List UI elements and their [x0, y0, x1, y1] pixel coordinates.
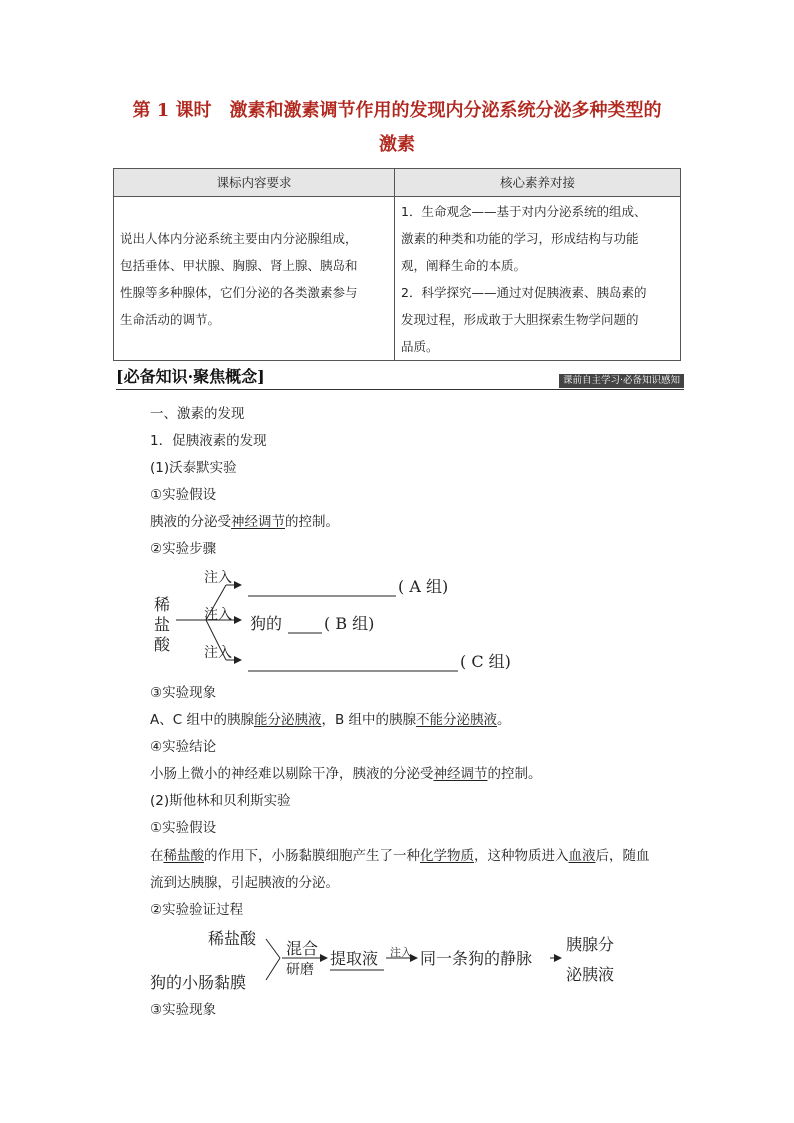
requirement-line: 包括垂体、甲状腺、胸腺、肾上腺、胰岛和 [120, 257, 358, 273]
phenomenon-text: A、C 组中的胰腺能分泌胰液，B 组中的胰腺不能分泌胰液。 [150, 712, 511, 728]
literacy-cell [395, 197, 681, 361]
label-hypothesis: ①实验假设 [150, 487, 217, 503]
conclusion-text: 小肠上微小的神经难以剔除干净，胰液的分泌受神经调节的控制。 [150, 766, 542, 782]
header-right: 核心素养对接 [395, 169, 681, 197]
heading-discovery: 一、激素的发现 [150, 406, 245, 422]
vein-label: 同一条狗的静脉 [420, 949, 533, 968]
answer-blank: 血液 [568, 848, 596, 864]
requirement-line: 生命活动的调节。 [120, 311, 221, 327]
standards-table [113, 168, 681, 361]
answer-blank: 稀盐酸 [163, 848, 204, 864]
label-phenomenon: ③实验现象 [150, 685, 217, 701]
input-hcl: 稀盐酸 [208, 929, 257, 948]
answer-blank: 能分泌胰液 [253, 712, 322, 728]
literacy-line: 品质。 [401, 338, 439, 354]
requirement-line: 性腺等多种腺体，它们分泌的各类激素参与 [120, 284, 358, 300]
answer-blank: 神经调节 [231, 514, 285, 530]
label-conclusion: ④实验结论 [150, 739, 217, 755]
hypothesis2-text-cont: 流到达胰腺，引起胰液的分泌。 [150, 875, 339, 891]
literacy-line: 激素的种类和功能的学习，形成结构与功能 [401, 230, 639, 246]
section-banner [116, 367, 684, 390]
group-c-label: ( C 组) [460, 652, 511, 671]
process-mix: 混合 [286, 939, 319, 958]
literacy-line: 1．生命观念——基于对内分泌系统的组成、 [401, 203, 647, 219]
verification-diagram [150, 925, 640, 995]
extract-label: 提取液 [330, 949, 379, 968]
result-line: 泌胰液 [566, 965, 615, 984]
heading-wertheimer: (1)沃泰默实验 [150, 460, 237, 476]
inject-label-2: 注入 [390, 946, 412, 959]
hcl-char: 稀 [154, 595, 171, 614]
hcl-char: 盐 [154, 615, 171, 634]
inject-label: 注入 [204, 570, 232, 586]
header-left: 课标内容要求 [114, 169, 395, 197]
literacy-line: 发现过程，形成敢于大胆探索生物学问题的 [401, 311, 639, 327]
group-a-label: ( A 组) [398, 577, 449, 596]
section-heading: [必备知识·聚焦概念] [116, 367, 265, 386]
literacy-line: 2．科学探究——通过对促胰液素、胰岛素的 [401, 284, 647, 300]
row-b-text: 狗的 [250, 614, 283, 633]
literacy-line: 观，阐释生命的本质。 [401, 257, 527, 273]
answer-blank: 不能分泌胰液 [416, 712, 498, 728]
answer-blank: 神经调节 [433, 766, 488, 782]
hcl-char: 酸 [154, 635, 171, 654]
lesson-title-cont: 激素 [379, 134, 415, 155]
result-line: 胰腺分 [566, 935, 615, 954]
section-tag: 课前自主学习·必备知识感知 [559, 374, 684, 388]
label-hypothesis-2: ①实验假设 [150, 820, 217, 836]
heading-starling-bayliss: (2)斯他林和贝利斯实验 [150, 793, 291, 809]
heading-secretin: 1．促胰液素的发现 [150, 433, 267, 449]
requirement-cell [114, 197, 395, 361]
lesson-title: 第 1 课时 激素和激素调节作用的发现内分泌系统分泌多种类型的 [132, 100, 662, 121]
inject-label: 注入 [204, 645, 232, 661]
inject-label: 注入 [204, 607, 232, 623]
label-steps: ②实验步骤 [150, 541, 217, 557]
answer-blank: 化学物质 [420, 848, 474, 864]
label-verification: ②实验验证过程 [150, 902, 244, 918]
hypothesis-text: 胰液的分泌受神经调节的控制。 [150, 514, 339, 530]
step-diagram [150, 565, 550, 675]
input-mucosa: 狗的小肠黏膜 [150, 973, 247, 992]
process-grind: 研磨 [286, 962, 314, 978]
hypothesis2-text: 在稀盐酸的作用下，小肠黏膜细胞产生了一种化学物质，这种物质进入血液后，随血 [150, 848, 650, 864]
group-b-label: ( B 组) [324, 614, 375, 633]
label-phenomenon-2: ③实验现象 [150, 1002, 217, 1018]
requirement-line: 说出人体内分泌系统主要由内分泌腺组成， [120, 230, 358, 246]
